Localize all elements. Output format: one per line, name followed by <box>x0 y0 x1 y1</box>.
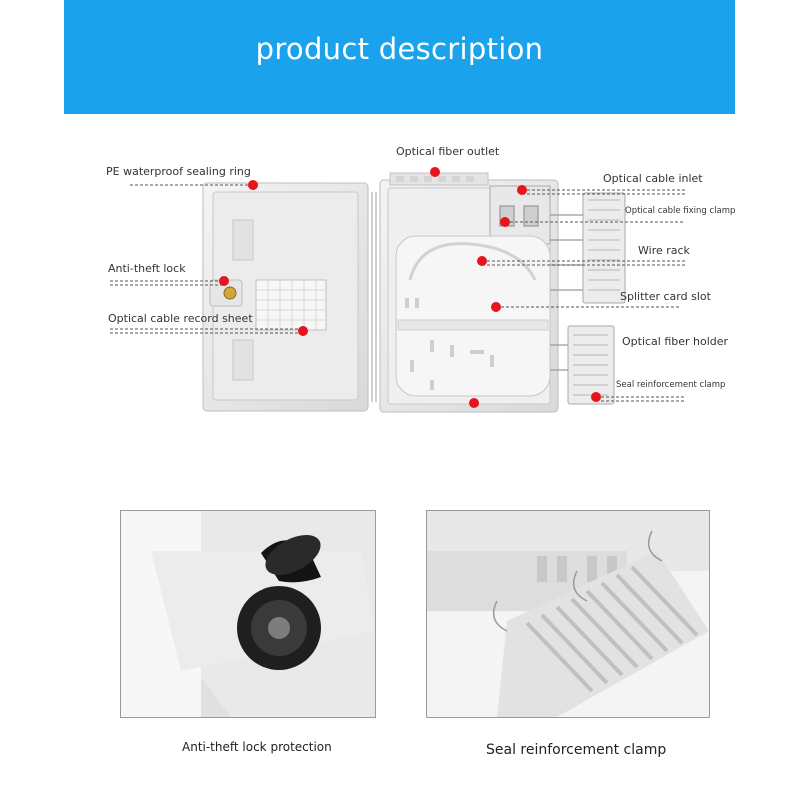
marker-splitter-slot <box>491 302 501 312</box>
label-splitter-slot: Splitter card slot <box>620 290 711 303</box>
label-wire-rack: Wire rack <box>638 244 690 257</box>
caption-seal-clamp: Seal reinforcement clamp <box>486 742 667 758</box>
photo-seal-clamp <box>426 510 710 718</box>
anti-theft-lock-illustration <box>121 511 375 717</box>
seal-clamp-illustration <box>427 511 709 717</box>
product-diagram <box>0 140 800 430</box>
photo-anti-theft-lock <box>120 510 376 718</box>
label-pe-ring: PE waterproof sealing ring <box>106 165 251 178</box>
label-anti-theft-lock: Anti-theft lock <box>108 262 186 275</box>
header-banner <box>64 0 735 114</box>
marker-pe-ring <box>248 180 258 190</box>
marker-fixing-clamp <box>500 217 510 227</box>
marker-anti-theft-lock <box>219 276 229 286</box>
label-cable-inlet: Optical cable inlet <box>603 172 703 185</box>
label-record-sheet: Optical cable record sheet <box>108 312 253 325</box>
marker-cable-inlet <box>517 185 527 195</box>
label-fiber-holder: Optical fiber holder <box>622 335 729 348</box>
marker-wire-rack <box>477 256 487 266</box>
label-fixing-clamp: Optical cable fixing clamp <box>625 206 736 216</box>
marker-fiber-holder <box>469 398 479 408</box>
page-title: product description <box>255 32 544 66</box>
marker-fiber-outlet <box>430 167 440 177</box>
caption-anti-theft-lock: Anti-theft lock protection <box>182 740 332 754</box>
marker-record-sheet <box>298 326 308 336</box>
marker-seal-clamp <box>591 392 601 402</box>
label-seal-clamp: Seal reinforcement clamp <box>616 380 726 390</box>
label-fiber-outlet: Optical fiber outlet <box>396 145 500 158</box>
